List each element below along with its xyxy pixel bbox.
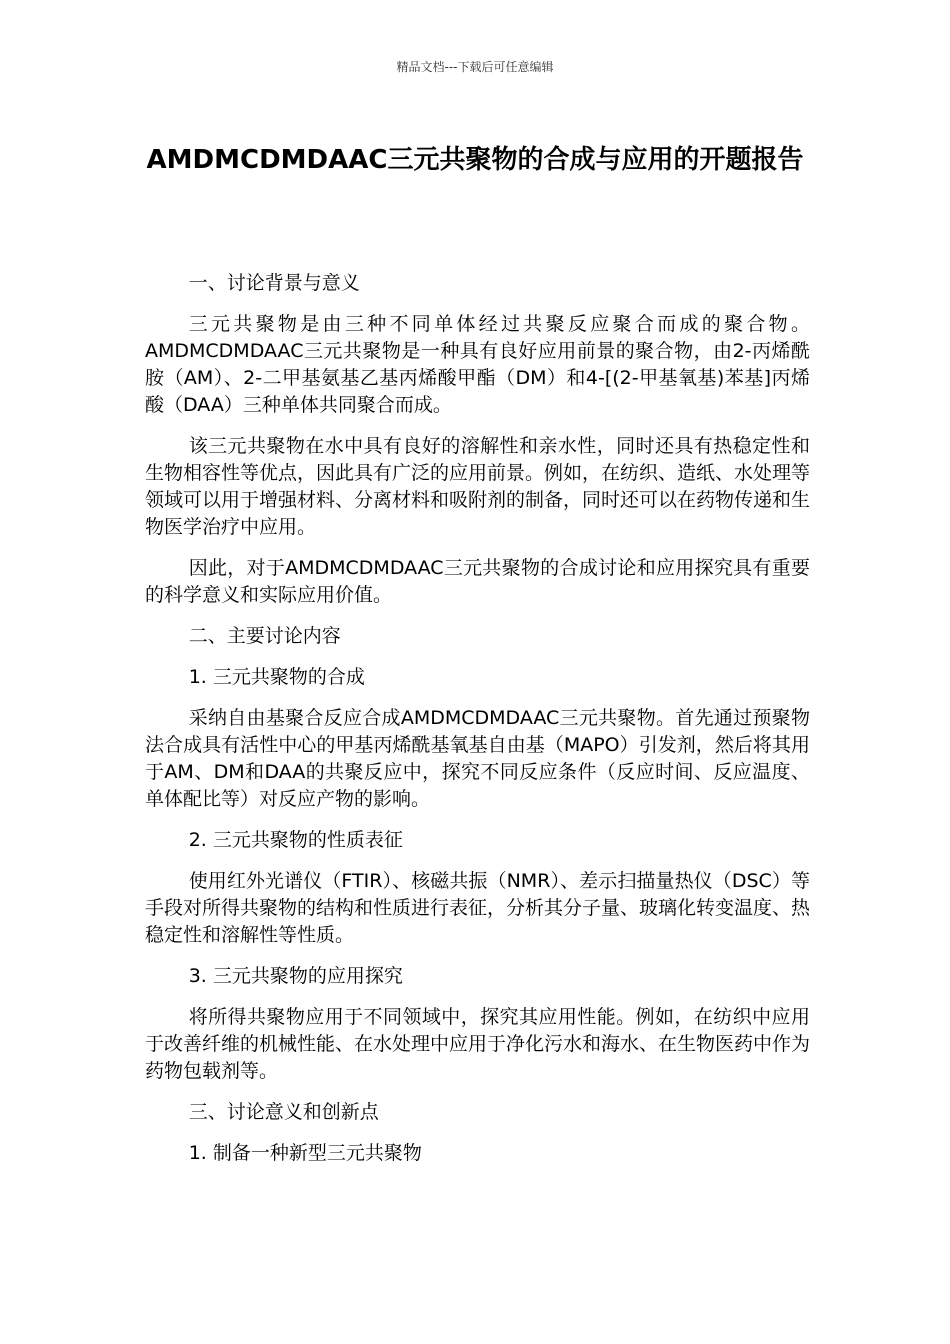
paragraph-properties: 该三元共聚物在水中具有良好的溶解性和亲水性，同时还具有热稳定性和生物相容性等优点，因此具有广泛的应用前景。例如，在纺织、造纸、水处理等领域可以用于增强材料、分离材料和吸附剂的制备，同时还可以在药物传递和生物医学治疗中应用。 xyxy=(145,435,811,538)
paragraph-application: 将所得共聚物应用于不同领域中，探究其应用性能。例如，在纺织中应用于改善纤维的机械性能、在水处理中应用于净化污水和海水、在生物医药中作为药物包载剂等。 xyxy=(145,1006,811,1082)
subheading-characterization: 2. 三元共聚物的性质表征 xyxy=(188,829,403,851)
subheading-synthesis: 1. 三元共聚物的合成 xyxy=(188,666,365,688)
document-body xyxy=(145,270,810,1181)
section-heading-main-content: 二、主要讨论内容 xyxy=(188,625,341,647)
document-title: AMDMCDMDAAC三元共聚物的合成与应用的开题报告 xyxy=(146,145,804,175)
section-heading-innovation: 三、讨论意义和创新点 xyxy=(188,1101,379,1123)
paragraph-significance: 因此，对于AMDMCDMDAAC三元共聚物的合成讨论和应用探究具有重要的科学意义和实际应用价值。 xyxy=(145,557,810,606)
paragraph-definition: 三元共聚物是由三种不同单体经过共聚反应聚合而成的聚合物。AMDMCDMDAAC三元共聚物是一种具有良好应用前景的聚合物，由2-丙烯酰胺（AM）、2-二甲基氨基乙基丙烯酸甲酯（DM）和4-[(2-甲基氧基)苯基]丙烯酸（DAA）三种单体共同聚合而成。 xyxy=(145,313,810,416)
subheading-new-copolymer: 1. 制备一种新型三元共聚物 xyxy=(188,1142,422,1164)
section-heading-background: 一、讨论背景与意义 xyxy=(188,272,360,294)
paragraph-synthesis: 采纳自由基聚合反应合成AMDMCDMDAAC三元共聚物。首先通过预聚物法合成具有活性中心的甲基丙烯酰基氧基自由基（MAPO）引发剂，然后将其用于AM、DM和DAA的共聚反应中，探究不同反应条件（反应时间、反应温度、单体配比等）对反应产物的影响。 xyxy=(145,707,810,810)
subheading-application: 3. 三元共聚物的应用探究 xyxy=(188,965,403,987)
paragraph-characterization: 使用红外光谱仪（FTIR）、核磁共振（NMR）、差示扫描量热仪（DSC）等手段对所得共聚物的结构和性质进行表征，分析其分子量、玻璃化转变温度、热稳定性和溶解性等性质。 xyxy=(145,870,811,946)
header-note: 精品文档---下载后可任意编辑 xyxy=(396,60,554,74)
